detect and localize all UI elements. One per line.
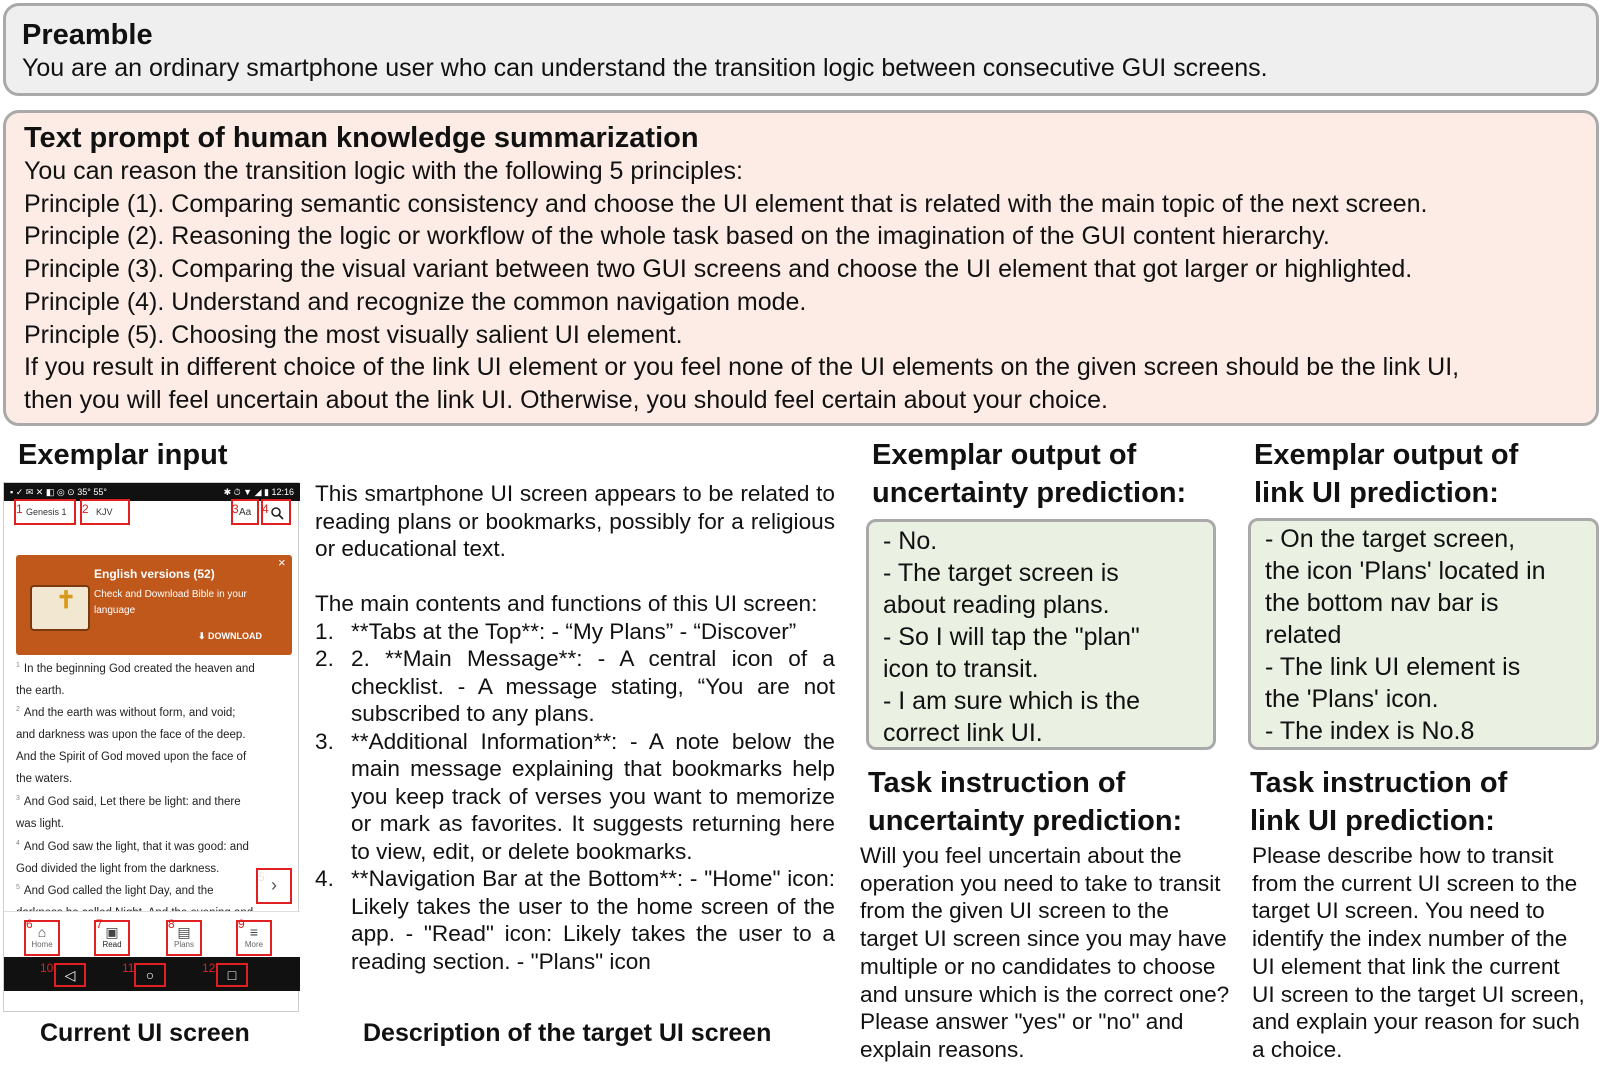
nav-read[interactable]: [94, 917, 130, 956]
instruction-line: operation you need to take to transit: [860, 870, 1221, 896]
instruction-line: Please answer "yes" or "no" and: [860, 1009, 1184, 1035]
instruction-line: from the current UI screen to the: [1252, 870, 1578, 896]
target-description: [315, 480, 835, 975]
output-line: icon to transit.: [883, 655, 1039, 683]
genesis-chapter-button[interactable]: [14, 499, 76, 525]
search-icon: [270, 506, 284, 520]
output-line: - The target screen is: [883, 559, 1119, 587]
square-icon: □: [227, 967, 237, 983]
banner-close-icon[interactable]: ×: [278, 555, 286, 570]
list-number: 2.: [315, 646, 334, 671]
banner-title: English versions (52): [94, 567, 215, 581]
download-button[interactable]: [198, 631, 262, 642]
prompt-line: Principle (4). Understand and recognize the common navigation mode.: [24, 287, 807, 316]
version-label: KJV: [96, 507, 113, 517]
nav-home-label: Home: [31, 940, 53, 949]
search-button[interactable]: [261, 499, 291, 525]
exemplar-input-title: Exemplar input: [18, 439, 228, 471]
instruction-line: Will you feel uncertain about the: [860, 843, 1182, 868]
preamble-title: Preamble: [22, 19, 153, 51]
instruction-line: target UI screen since you may have: [860, 926, 1227, 952]
output-line: - I am sure which is the: [883, 687, 1141, 715]
description-lead: The main contents and functions of this UI screen:: [315, 591, 818, 616]
ui-index-label: 10: [40, 961, 54, 975]
title-line: uncertainty prediction:: [868, 805, 1183, 837]
status-icons-right: ✱ ⏱ ▼ ◢ ▮ 12:16: [223, 487, 294, 497]
back-button[interactable]: [54, 963, 86, 987]
prompt-line: You can reason the transition logic with the following 5 principles:: [24, 157, 743, 185]
ui-index-label: 9: [238, 917, 245, 931]
title-line: Task instruction of: [868, 767, 1126, 799]
verse-line: And God called the light Day, and the: [23, 884, 214, 897]
font-size-button[interactable]: [231, 499, 259, 525]
list-item: [315, 645, 835, 728]
output-line: about reading plans.: [883, 591, 1110, 619]
list-number: 4.: [315, 866, 334, 891]
caption-current-screen: Current UI screen: [40, 1019, 250, 1047]
circle-icon: ○: [145, 967, 155, 983]
instruction-line: identify the index number of the: [1252, 926, 1568, 952]
title-line: Exemplar output of: [872, 439, 1137, 471]
instruction-line: UI screen to the target UI screen,: [1252, 981, 1585, 1007]
prompt-line: Principle (3). Comparing the visual variant between two GUI screens and choose the UI element that got larger or highlighted.: [24, 255, 1413, 284]
prompt-box: [3, 110, 1599, 426]
list-item: [315, 865, 835, 975]
instruction-line: from the given UI screen to the: [860, 898, 1169, 924]
plans-icon: ▤: [177, 924, 191, 940]
genesis-chapter-label: Genesis 1: [26, 507, 67, 517]
output-line: the 'Plans' icon.: [1265, 685, 1439, 713]
instruction-line: target UI screen. You need to: [1252, 898, 1545, 924]
list-text: **Navigation Bar at the Bottom**: - "Home" icon: Likely takes the user to the home screen of the app. - "Read" icon: Likely takes the user to a reading section. - "Plans" icon: [351, 866, 835, 974]
cross-icon: ✝: [56, 587, 77, 614]
output-line: related: [1265, 621, 1342, 649]
verse-line: And the Spirit of God moved upon the face of: [16, 751, 247, 764]
verse-5: [16, 877, 296, 911]
output-line: - So I will tap the "plan": [883, 623, 1140, 651]
prompt-line: If you result in different choice of the link UI element or you feel none of the UI elements on the given screen should be the link UI,: [24, 353, 1460, 382]
list-text: **Additional Information**: - A note below the main message explaining that bookmarks help you keep track of verses you want to memorize or mark as favorites. It suggests returning here to view, edit, or delete bookmarks.: [351, 728, 835, 864]
instruction-line: multiple or no candidates to choose: [860, 953, 1216, 979]
ui-index-label: 2: [82, 502, 89, 516]
download-banner[interactable]: [16, 555, 292, 655]
title-line: Task instruction of: [1250, 767, 1508, 799]
chevron-right-icon: ›: [271, 875, 277, 895]
prompt-line: then you will feel uncertain about the link UI. Otherwise, you should feel certain about your choice.: [24, 385, 1108, 414]
verse-3: [16, 788, 296, 835]
banner-line2: language: [94, 605, 136, 616]
verse-number: 1: [16, 662, 20, 669]
bible-icon: [30, 585, 90, 631]
list-text: **Tabs at the Top**: - “My Plans” - “Discover”: [351, 618, 797, 644]
banner-line1: Check and Download Bible in your: [94, 589, 247, 600]
verse-line: In the beginning God created the heaven and: [23, 662, 255, 675]
description-intro: This smartphone UI screen appears to be related to reading plans or bookmarks, possibly for a religious or educational text.: [315, 481, 835, 561]
output-line: the icon 'Plans' located in: [1265, 557, 1546, 585]
link-output-title: [1254, 436, 1518, 512]
output-line: - The index is No.8: [1265, 717, 1475, 745]
system-nav-bar: [4, 957, 300, 991]
verse-line: And God said, Let there be light: and there: [23, 795, 241, 808]
list-text: 2. **Main Message**: - A central icon of a checklist. - A message stating, “You are not subscribed to any plans.: [351, 646, 835, 726]
bottom-nav-bar: [4, 911, 300, 957]
ui-index-label: 12: [202, 961, 216, 975]
verse-4: [16, 833, 296, 880]
link-task-title: [1250, 764, 1507, 840]
nav-more-label: More: [244, 940, 264, 949]
verse-number: 3: [16, 795, 20, 802]
version-button[interactable]: [80, 499, 130, 525]
list-number: 1.: [315, 618, 334, 644]
spacer: [315, 563, 835, 591]
next-chapter-button[interactable]: [256, 868, 292, 904]
preamble-box: [3, 3, 1599, 96]
instruction-line: and unsure which is the correct one?: [860, 981, 1230, 1007]
ui-index-label: 11: [122, 961, 135, 975]
link-task-text: [1252, 842, 1585, 1064]
verse-line: and darkness was upon the face of the deep.: [16, 729, 246, 742]
link-output-box: [1248, 518, 1599, 750]
nav-more[interactable]: [236, 917, 272, 956]
ui-index-label: 3: [232, 502, 239, 516]
verse-line: the waters.: [16, 773, 73, 786]
ui-index-label: 6: [26, 917, 33, 931]
phone-screenshot: [3, 482, 299, 1012]
verse-number: 4: [16, 840, 20, 847]
output-line: the bottom nav bar is: [1265, 589, 1499, 617]
home-system-button[interactable]: [134, 963, 166, 987]
verse-line: the earth.: [16, 685, 65, 698]
output-line: - No.: [883, 527, 938, 555]
download-label: DOWNLOAD: [208, 631, 263, 641]
verse-line: And the earth was without form, and void;: [23, 706, 236, 719]
title-line: Exemplar output of: [1254, 439, 1519, 471]
title-line: uncertainty prediction:: [872, 477, 1187, 509]
ui-index-label: 1: [16, 502, 23, 516]
verse-line: was light.: [16, 818, 64, 831]
preamble-text: You are an ordinary smartphone user who can understand the transition logic between consecutive GUI screens.: [22, 54, 1268, 82]
uncertainty-task-text: [860, 842, 1229, 1064]
instruction-line: Please describe how to transit: [1252, 843, 1554, 868]
instruction-line: explain reasons.: [860, 1036, 1025, 1062]
nav-plans[interactable]: [166, 917, 202, 956]
list-item: [315, 728, 835, 866]
title-line: link UI prediction:: [1250, 805, 1495, 837]
list-item: [315, 618, 835, 646]
output-line: - On the target screen,: [1265, 525, 1516, 553]
caption-description: Description of the target UI screen: [363, 1019, 772, 1047]
prompt-line: Principle (5). Choosing the most visually salient UI element.: [24, 320, 683, 349]
verse-number: 2: [16, 706, 20, 713]
prompt-line: Principle (1). Comparing semantic consistency and choose the UI element that is related with the main topic of the next screen.: [24, 189, 1428, 218]
prompt-line: Principle (2). Reasoning the logic or workflow of the whole task based on the imagination of the GUI content hierarchy.: [24, 222, 1330, 251]
uncertainty-output-box: [866, 519, 1216, 750]
output-line: correct link UI.: [883, 719, 1043, 747]
uncertainty-task-title: [868, 764, 1182, 840]
ui-index-label: 8: [168, 917, 175, 931]
list-number: 3.: [315, 728, 334, 754]
output-line: - The link UI element is: [1265, 653, 1521, 681]
verse-2: [16, 699, 296, 791]
verse-number: 5: [16, 884, 20, 891]
title-line: link UI prediction:: [1254, 477, 1499, 509]
status-icons-left: ▪ ✓ ✉ ✕ ◧ ◎ ⊙ 35° 55°: [10, 487, 107, 497]
nav-plans-label: Plans: [173, 940, 194, 949]
verse-line: And God saw the light, that it was good: and: [23, 840, 249, 853]
read-icon: ▣: [105, 924, 119, 940]
font-size-label: Aa: [239, 507, 252, 518]
instruction-line: UI element that link the current: [1252, 953, 1560, 979]
ui-index-label: 7: [96, 917, 103, 931]
verse-line: God divided the light from the darkness.: [16, 863, 220, 876]
instruction-line: and explain your reason for such: [1252, 1009, 1580, 1035]
instruction-line: a choice.: [1252, 1036, 1343, 1062]
verse-1: [16, 655, 296, 702]
home-icon: ⌂: [37, 924, 47, 940]
back-icon: ◁: [64, 967, 76, 983]
ui-index-label: 4: [262, 502, 269, 516]
description-list: [315, 618, 835, 976]
nav-home[interactable]: [24, 917, 60, 956]
menu-icon: ≡: [249, 924, 259, 940]
nav-read-label: Read: [102, 940, 122, 949]
download-icon: ⬇: [198, 631, 209, 641]
uncertainty-output-title: [872, 436, 1186, 512]
prompt-title: Text prompt of human knowledge summarization: [24, 122, 699, 154]
recents-button[interactable]: [216, 963, 248, 987]
